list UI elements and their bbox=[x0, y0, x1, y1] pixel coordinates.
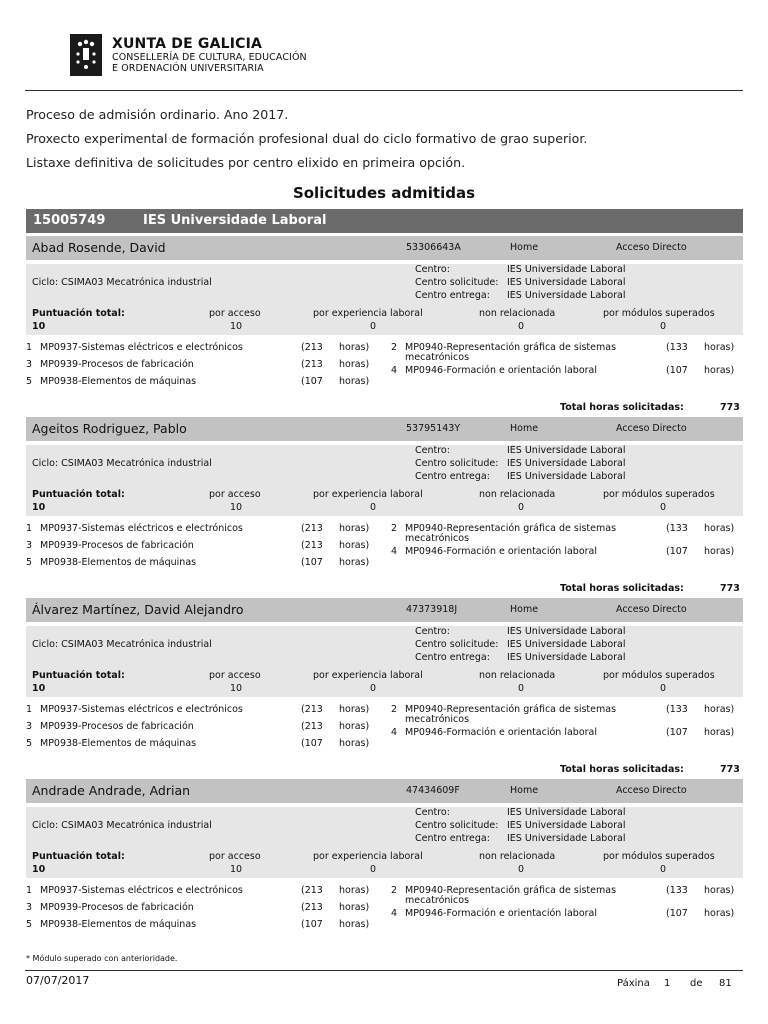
modules-list bbox=[26, 704, 743, 764]
module-hours-unit: horas) bbox=[704, 342, 735, 353]
header-divider bbox=[25, 90, 743, 91]
applicant-access: Acceso Directo bbox=[616, 604, 687, 615]
ciclo-label: Ciclo: CSIMA03 Mecatrónica industrial bbox=[32, 639, 212, 650]
applicant-details bbox=[26, 807, 743, 878]
applicant-id: 47373918J bbox=[406, 604, 458, 615]
por-acceso-label: por acceso bbox=[209, 489, 261, 500]
module-number: 5 bbox=[26, 738, 33, 749]
centro-solicitude-value: IES Universidade Laboral bbox=[507, 277, 626, 288]
applicant-name: Abad Rosende, David bbox=[32, 240, 166, 255]
module-name: MP0946-Formación e orientación laboral bbox=[405, 546, 598, 557]
non-relacionada-value: 0 bbox=[518, 683, 525, 694]
por-acceso-value: 10 bbox=[230, 502, 243, 513]
center-header-bar bbox=[26, 209, 743, 233]
por-experiencia-value: 0 bbox=[370, 864, 377, 875]
total-pages: 81 bbox=[719, 978, 732, 989]
module-hours-unit: horas) bbox=[339, 704, 370, 715]
module-hours: (213 bbox=[301, 523, 323, 534]
module-number: 2 bbox=[391, 704, 398, 715]
centro-solicitude-value: IES Universidade Laboral bbox=[507, 639, 626, 650]
module-hours-unit: horas) bbox=[339, 557, 370, 568]
centro-value: IES Universidade Laboral bbox=[507, 264, 626, 275]
module-hours-unit: horas) bbox=[339, 919, 370, 930]
por-acceso-value: 10 bbox=[230, 864, 243, 875]
centro-label: Centro: bbox=[415, 807, 450, 818]
module-number: 3 bbox=[26, 540, 33, 551]
non-relacionada-value: 0 bbox=[518, 502, 525, 513]
applicant-name: Ageitos Rodriguez, Pablo bbox=[32, 421, 187, 436]
puntuacion-total-value: 10 bbox=[32, 683, 46, 694]
ciclo-label: Ciclo: CSIMA03 Mecatrónica industrial bbox=[32, 458, 212, 469]
center-name: IES Universidade Laboral bbox=[143, 213, 327, 228]
applicant-name: Andrade Andrade, Adrian bbox=[32, 783, 191, 798]
por-modulos-value: 0 bbox=[660, 321, 667, 332]
module-hours: (213 bbox=[301, 885, 323, 896]
centro-entrega-value: IES Universidade Laboral bbox=[507, 290, 626, 301]
module-hours: (213 bbox=[301, 902, 323, 913]
module-name: MP0940-Representación gráfica de sistemas bbox=[405, 523, 617, 534]
total-hours-value: 773 bbox=[720, 402, 740, 413]
module-number: 2 bbox=[391, 523, 398, 534]
module-hours: (133 bbox=[666, 523, 688, 534]
module-hours: (107 bbox=[301, 376, 323, 387]
module-name: MP0939-Procesos de fabricación bbox=[40, 902, 194, 913]
centro-solicitude-label: Centro solicitude: bbox=[415, 639, 499, 650]
module-name: MP0940-Representación gráfica de sistemas bbox=[405, 885, 617, 896]
centro-solicitude-label: Centro solicitude: bbox=[415, 277, 499, 288]
centro-value: IES Universidade Laboral bbox=[507, 807, 626, 818]
applicant-sex: Home bbox=[510, 423, 539, 434]
centro-label: Centro: bbox=[415, 445, 450, 456]
xunta-logo bbox=[70, 34, 307, 76]
puntuacion-total-value: 10 bbox=[32, 864, 46, 875]
module-hours: (107 bbox=[666, 546, 688, 557]
applicant-sex: Home bbox=[510, 604, 539, 615]
centro-solicitude-value: IES Universidade Laboral bbox=[507, 458, 626, 469]
applicant-access: Acceso Directo bbox=[616, 785, 687, 796]
module-hours-unit: horas) bbox=[704, 704, 735, 715]
module-name-continued: mecatrónicos bbox=[405, 533, 470, 544]
por-modulos-value: 0 bbox=[660, 502, 667, 513]
por-experiencia-label: por experiencia laboral bbox=[313, 670, 423, 681]
module-hours-unit: horas) bbox=[339, 359, 370, 370]
por-modulos-value: 0 bbox=[660, 864, 667, 875]
centro-label: Centro: bbox=[415, 626, 450, 637]
module-number: 5 bbox=[26, 557, 33, 568]
centro-entrega-label: Centro entrega: bbox=[415, 471, 490, 482]
por-acceso-label: por acceso bbox=[209, 308, 261, 319]
module-number: 3 bbox=[26, 902, 33, 913]
applicant-sex: Home bbox=[510, 242, 539, 253]
module-name: MP0937-Sistemas eléctricos e electrónicos bbox=[40, 885, 243, 896]
module-hours-unit: horas) bbox=[339, 523, 370, 534]
centro-solicitude-label: Centro solicitude: bbox=[415, 820, 499, 831]
applicant-header bbox=[26, 598, 743, 622]
applicant-name: Álvarez Martínez, David Alejandro bbox=[32, 602, 244, 617]
module-name: MP0939-Procesos de fabricación bbox=[40, 540, 194, 551]
module-number: 2 bbox=[391, 342, 398, 353]
center-code: 15005749 bbox=[33, 213, 106, 228]
module-number: 1 bbox=[26, 342, 33, 353]
module-hours-unit: horas) bbox=[339, 738, 370, 749]
module-hours: (213 bbox=[301, 359, 323, 370]
applicant-header bbox=[26, 236, 743, 260]
intro-line-2: Proxecto experimental de formación profesional dual do ciclo formativo de grao superior. bbox=[26, 131, 588, 146]
centro-entrega-label: Centro entrega: bbox=[415, 652, 490, 663]
puntuacion-total-value: 10 bbox=[32, 321, 46, 332]
modules-list bbox=[26, 342, 743, 402]
module-hours: (107 bbox=[666, 908, 688, 919]
module-hours: (107 bbox=[301, 557, 323, 568]
module-hours: (213 bbox=[301, 342, 323, 353]
module-name: MP0937-Sistemas eléctricos e electrónicos bbox=[40, 342, 243, 353]
puntuacion-total-label: Puntuación total: bbox=[32, 489, 125, 500]
module-name: MP0938-Elementos de máquinas bbox=[40, 738, 197, 749]
document-title: Solicitudes admitidas bbox=[292, 184, 476, 202]
module-hours-unit: horas) bbox=[339, 721, 370, 732]
applicant-access: Acceso Directo bbox=[616, 423, 687, 434]
por-modulos-label: por módulos superados bbox=[603, 489, 715, 500]
module-hours: (107 bbox=[301, 919, 323, 930]
module-number: 1 bbox=[26, 885, 33, 896]
por-acceso-label: por acceso bbox=[209, 851, 261, 862]
applicant-header bbox=[26, 417, 743, 441]
module-name: MP0946-Formación e orientación laboral bbox=[405, 908, 598, 919]
module-number: 4 bbox=[391, 908, 398, 919]
org-subtitle-1: CONSELLERÍA DE CULTURA, EDUCACIÓN bbox=[112, 52, 307, 63]
por-experiencia-value: 0 bbox=[370, 502, 377, 513]
module-hours-unit: horas) bbox=[704, 523, 735, 534]
centro-value: IES Universidade Laboral bbox=[507, 626, 626, 637]
of-label: de bbox=[690, 978, 703, 989]
module-number: 5 bbox=[26, 919, 33, 930]
centro-solicitude-value: IES Universidade Laboral bbox=[507, 820, 626, 831]
module-hours-unit: horas) bbox=[704, 546, 735, 557]
puntuacion-total-value: 10 bbox=[32, 502, 46, 513]
applicant-header bbox=[26, 779, 743, 803]
centro-label: Centro: bbox=[415, 264, 450, 275]
page-label: Páxina bbox=[617, 978, 650, 989]
intro-line-1: Proceso de admisión ordinario. Ano 2017. bbox=[26, 107, 289, 122]
applicant-id: 53795143Y bbox=[406, 423, 461, 434]
module-hours-unit: horas) bbox=[704, 885, 735, 896]
module-name: MP0939-Procesos de fabricación bbox=[40, 721, 194, 732]
page-number: 1 bbox=[664, 978, 671, 989]
module-hours: (107 bbox=[301, 738, 323, 749]
modules-list bbox=[26, 523, 743, 583]
puntuacion-total-label: Puntuación total: bbox=[32, 308, 125, 319]
centro-solicitude-label: Centro solicitude: bbox=[415, 458, 499, 469]
module-number: 5 bbox=[26, 376, 33, 387]
total-hours-label: Total horas solicitadas: bbox=[560, 764, 684, 775]
module-hours-unit: horas) bbox=[339, 342, 370, 353]
module-hours: (133 bbox=[666, 885, 688, 896]
por-experiencia-label: por experiencia laboral bbox=[313, 308, 423, 319]
centro-entrega-label: Centro entrega: bbox=[415, 290, 490, 301]
module-hours: (213 bbox=[301, 704, 323, 715]
total-hours-label: Total horas solicitadas: bbox=[560, 583, 684, 594]
module-name-continued: mecatrónicos bbox=[405, 714, 470, 725]
module-hours-unit: horas) bbox=[339, 540, 370, 551]
module-name: MP0938-Elementos de máquinas bbox=[40, 376, 197, 387]
module-hours: (107 bbox=[666, 365, 688, 376]
intro-line-3: Listaxe definitiva de solicitudes por centro elixido en primeira opción. bbox=[26, 155, 466, 170]
module-hours-unit: horas) bbox=[704, 727, 735, 738]
total-hours-value: 773 bbox=[720, 583, 740, 594]
module-number: 4 bbox=[391, 546, 398, 557]
module-hours: (213 bbox=[301, 540, 323, 551]
puntuacion-total-label: Puntuación total: bbox=[32, 670, 125, 681]
module-hours-unit: horas) bbox=[704, 365, 735, 376]
module-hours-unit: horas) bbox=[339, 885, 370, 896]
footnote: * Módulo superado con anterioridade. bbox=[26, 954, 178, 963]
por-experiencia-label: por experiencia laboral bbox=[313, 851, 423, 862]
module-hours: (107 bbox=[666, 727, 688, 738]
ciclo-label: Ciclo: CSIMA03 Mecatrónica industrial bbox=[32, 820, 212, 831]
module-name: MP0946-Formación e orientación laboral bbox=[405, 365, 598, 376]
module-number: 2 bbox=[391, 885, 398, 896]
module-name: MP0946-Formación e orientación laboral bbox=[405, 727, 598, 738]
por-acceso-label: por acceso bbox=[209, 670, 261, 681]
total-hours-label: Total horas solicitadas: bbox=[560, 402, 684, 413]
module-hours-unit: horas) bbox=[704, 908, 735, 919]
non-relacionada-label: non relacionada bbox=[479, 489, 556, 500]
org-subtitle-2: E ORDENACIÓN UNIVERSITARIA bbox=[112, 63, 264, 74]
module-name: MP0940-Representación gráfica de sistemas bbox=[405, 342, 617, 353]
por-modulos-value: 0 bbox=[660, 683, 667, 694]
por-acceso-value: 10 bbox=[230, 321, 243, 332]
por-modulos-label: por módulos superados bbox=[603, 851, 715, 862]
applicant-details bbox=[26, 626, 743, 697]
module-name: MP0940-Representación gráfica de sistemas bbox=[405, 704, 617, 715]
modules-list bbox=[26, 885, 743, 945]
centro-entrega-label: Centro entrega: bbox=[415, 833, 490, 844]
module-number: 3 bbox=[26, 359, 33, 370]
module-hours-unit: horas) bbox=[339, 376, 370, 387]
applicant-details bbox=[26, 264, 743, 335]
applicant-id: 47434609F bbox=[406, 785, 460, 796]
non-relacionada-label: non relacionada bbox=[479, 851, 556, 862]
module-name: MP0938-Elementos de máquinas bbox=[40, 919, 197, 930]
module-hours-unit: horas) bbox=[339, 902, 370, 913]
module-name: MP0938-Elementos de máquinas bbox=[40, 557, 197, 568]
module-name: MP0939-Procesos de fabricación bbox=[40, 359, 194, 370]
puntuacion-total-label: Puntuación total: bbox=[32, 851, 125, 862]
module-name-continued: mecatrónicos bbox=[405, 352, 470, 363]
module-hours: (133 bbox=[666, 342, 688, 353]
module-number: 1 bbox=[26, 523, 33, 534]
ciclo-label: Ciclo: CSIMA03 Mecatrónica industrial bbox=[32, 277, 212, 288]
non-relacionada-label: non relacionada bbox=[479, 670, 556, 681]
module-number: 4 bbox=[391, 365, 398, 376]
galicia-crest-icon bbox=[70, 34, 102, 76]
module-number: 3 bbox=[26, 721, 33, 732]
por-experiencia-value: 0 bbox=[370, 321, 377, 332]
module-name-continued: mecatrónicos bbox=[405, 895, 470, 906]
por-modulos-label: por módulos superados bbox=[603, 670, 715, 681]
footer-divider bbox=[25, 970, 743, 971]
total-hours-value: 773 bbox=[720, 764, 740, 775]
footer-date: 07/07/2017 bbox=[26, 974, 90, 987]
module-name: MP0937-Sistemas eléctricos e electrónicos bbox=[40, 704, 243, 715]
por-modulos-label: por módulos superados bbox=[603, 308, 715, 319]
module-name: MP0937-Sistemas eléctricos e electrónicos bbox=[40, 523, 243, 534]
applicant-access: Acceso Directo bbox=[616, 242, 687, 253]
centro-entrega-value: IES Universidade Laboral bbox=[507, 833, 626, 844]
org-title: XUNTA DE GALICIA bbox=[112, 36, 263, 52]
module-hours: (133 bbox=[666, 704, 688, 715]
centro-entrega-value: IES Universidade Laboral bbox=[507, 652, 626, 663]
applicant-details bbox=[26, 445, 743, 516]
por-experiencia-value: 0 bbox=[370, 683, 377, 694]
module-hours: (213 bbox=[301, 721, 323, 732]
por-acceso-value: 10 bbox=[230, 683, 243, 694]
centro-value: IES Universidade Laboral bbox=[507, 445, 626, 456]
applicant-sex: Home bbox=[510, 785, 539, 796]
module-number: 4 bbox=[391, 727, 398, 738]
non-relacionada-value: 0 bbox=[518, 321, 525, 332]
non-relacionada-value: 0 bbox=[518, 864, 525, 875]
por-experiencia-label: por experiencia laboral bbox=[313, 489, 423, 500]
centro-entrega-value: IES Universidade Laboral bbox=[507, 471, 626, 482]
module-number: 1 bbox=[26, 704, 33, 715]
applicant-id: 53306643A bbox=[406, 242, 461, 253]
non-relacionada-label: non relacionada bbox=[479, 308, 556, 319]
